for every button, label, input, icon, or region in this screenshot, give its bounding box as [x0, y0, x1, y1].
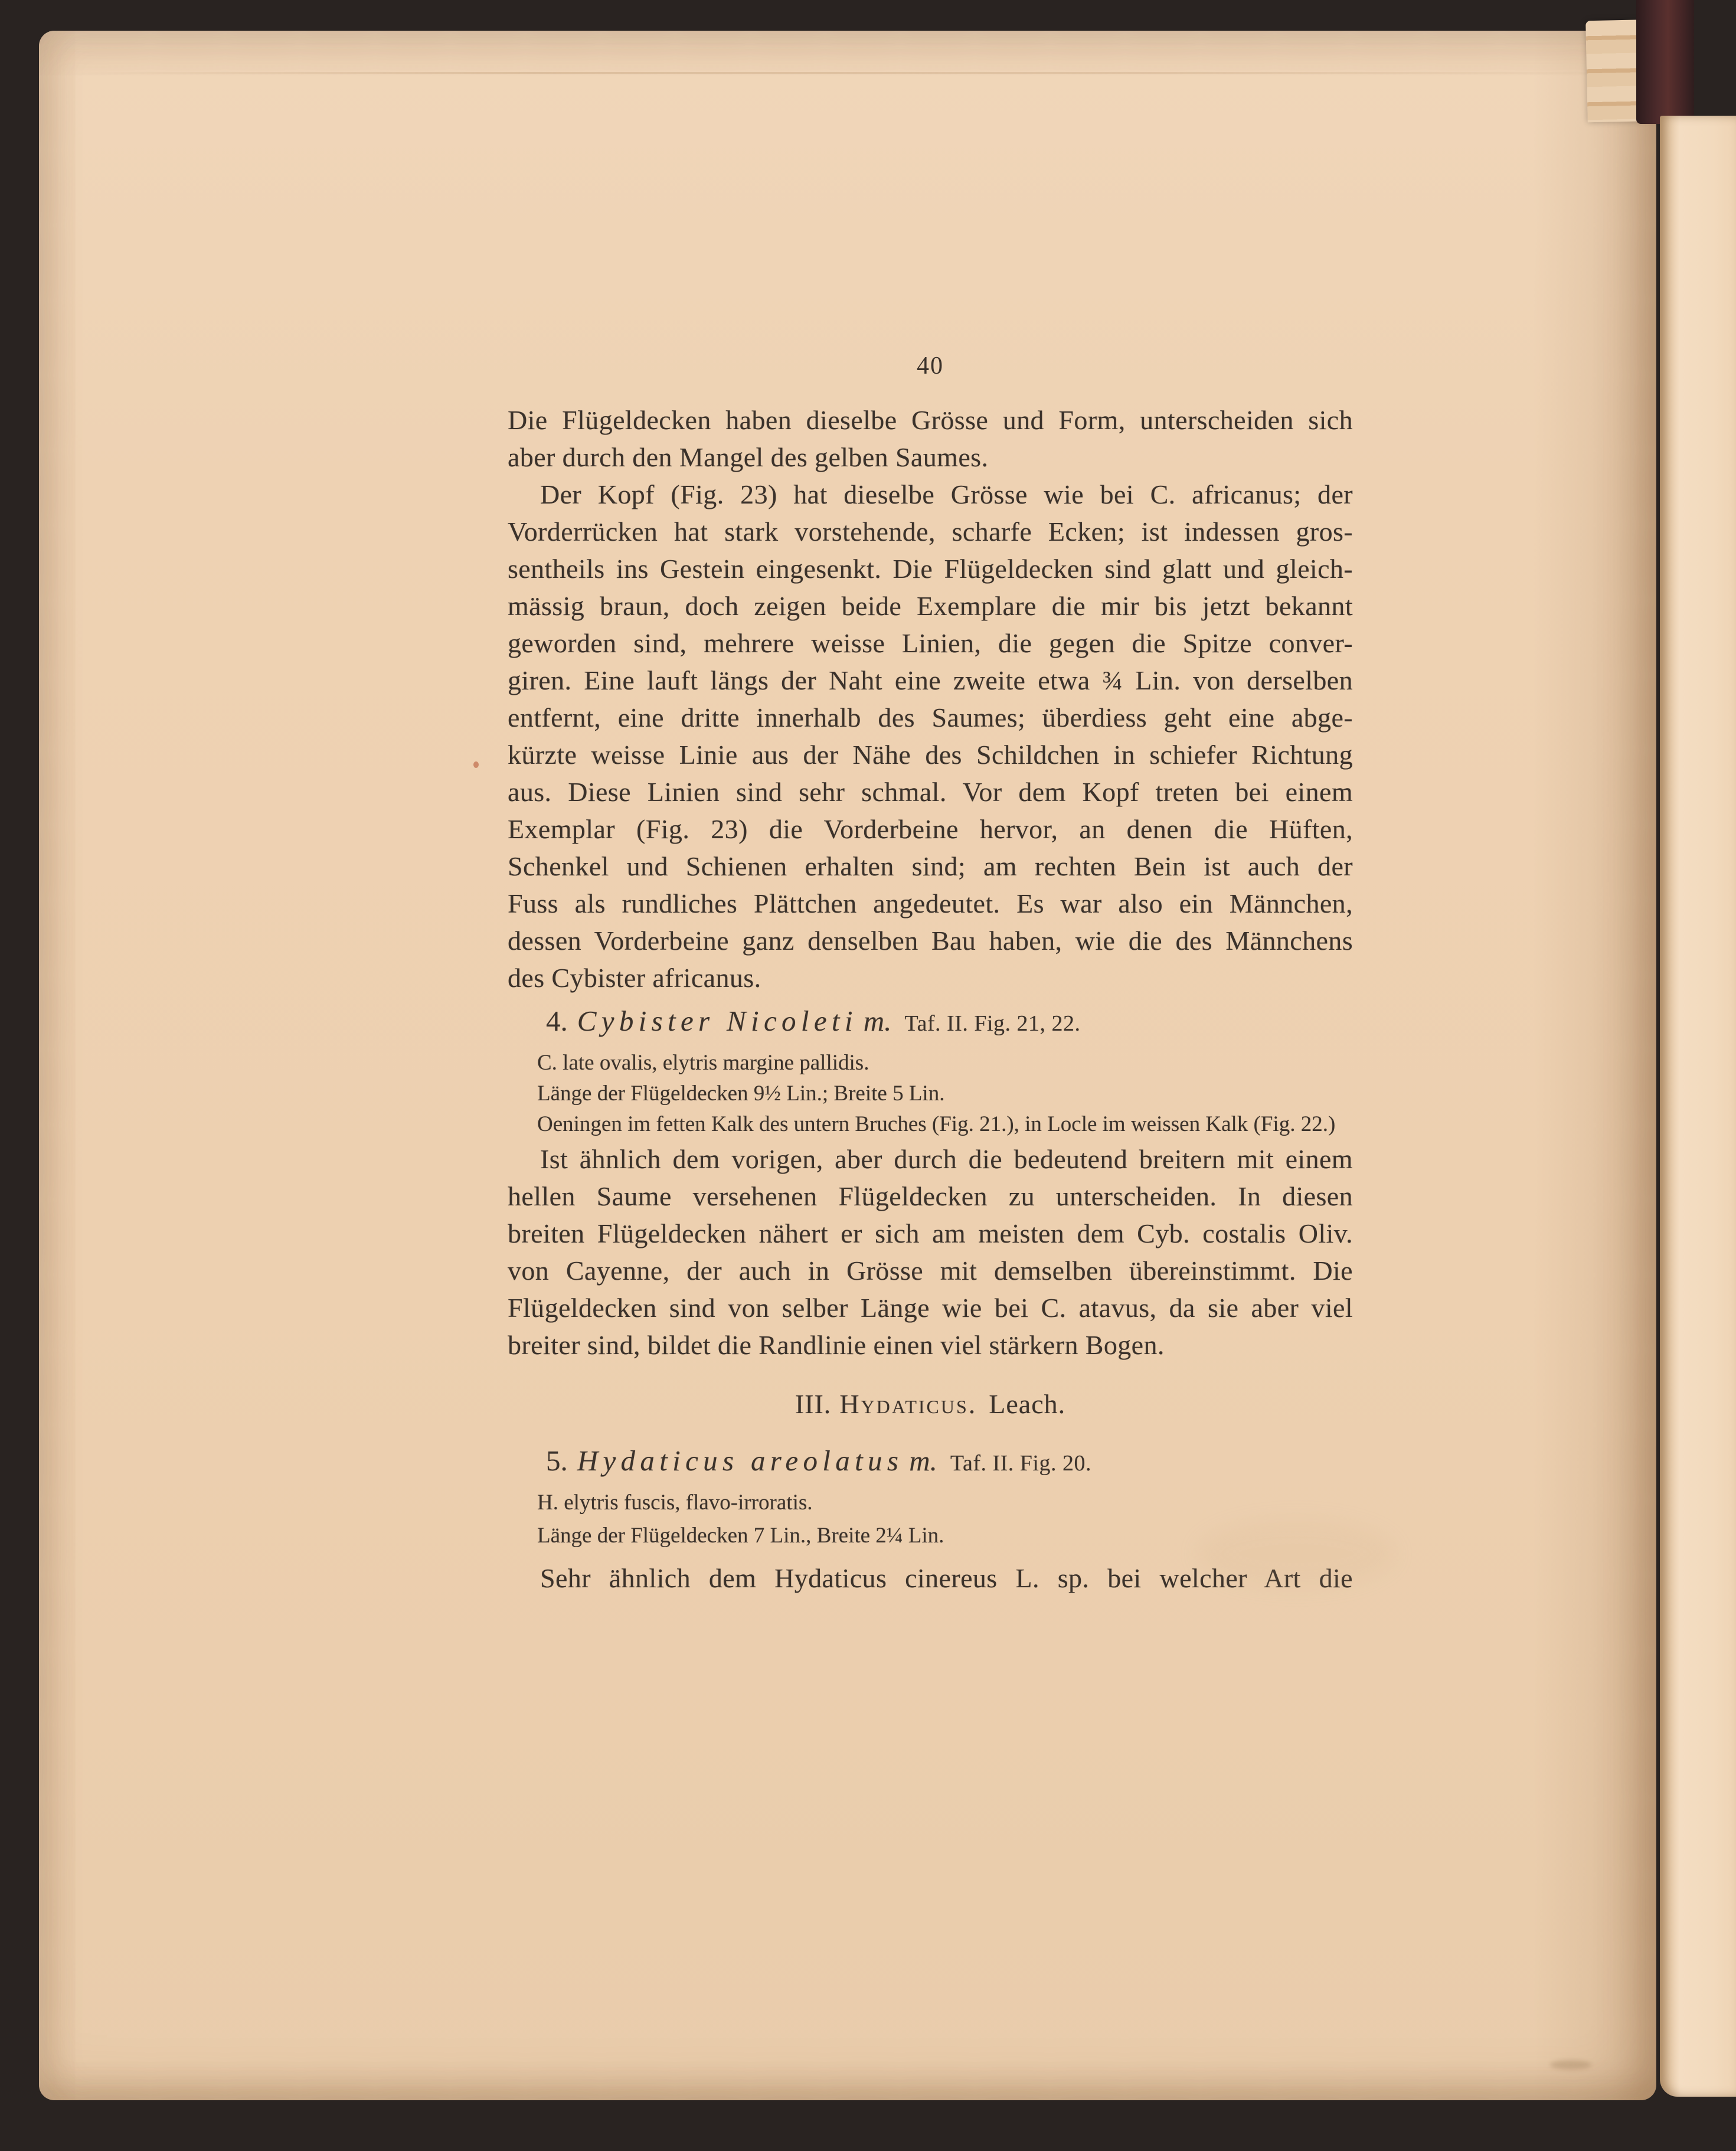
text-line: Exemplar (Fig. 23) die Vorderbeine hervor, an denen die Hüften, [508, 814, 1353, 844]
text-line: Schenkel und Schienen erhalten sind; am rechten Bein ist auch der [508, 851, 1353, 881]
text-line: des Cybister africanus. [508, 963, 761, 993]
genus-numeral: III. [795, 1389, 832, 1419]
plate-reference: Taf. II. Fig. 20. [950, 1451, 1091, 1476]
text-line: mässig braun, doch zeigen beide Exemplare die mir bis jetzt bekannt [508, 591, 1353, 621]
text-line: Fuss als rundliches Plättchen angedeutet. Es war also ein Männchen, [508, 888, 1353, 918]
paper-stain [473, 761, 479, 768]
species-number: 5. [546, 1444, 568, 1477]
text-line: aus. Diese Linien sind sehr schmal. Vor dem Kopf treten bei einem [508, 777, 1353, 807]
book-page [39, 31, 1656, 2100]
text-line: Der Kopf (Fig. 23) hat dieselbe Grösse wie bei C. africanus; der [540, 479, 1353, 509]
text-line: hellen Saume versehenen Flügeldecken zu unterscheiden. In diesen [508, 1181, 1353, 1211]
paper-crease [39, 72, 1656, 74]
diagnosis-line: Länge der Flügeldecken 9½ Lin.; Breite 5 Lin. [537, 1081, 945, 1106]
text-line: aber durch den Mangel des gelben Saumes. [508, 442, 989, 472]
species-name: Hydaticus areolatus [577, 1444, 904, 1477]
genus-name: Hydaticus. [839, 1389, 977, 1419]
paper-stain [1196, 1518, 1397, 1589]
text-line: sentheils ins Gestein eingesenkt. Die Flügeldecken sind glatt und gleich- [508, 554, 1353, 584]
diagnosis-line: H. elytris fuscis, flavo-irroratis. [537, 1490, 813, 1515]
text-line: Flügeldecken sind von selber Länge wie bei C. atavus, da sie aber viel [508, 1293, 1353, 1323]
species-number: 4. [546, 1005, 568, 1037]
diagnosis-line: C. late ovalis, elytris margine pallidis. [537, 1051, 869, 1075]
text-line: giren. Eine lauft längs der Naht eine zweite etwa ¾ Lin. von derselben [508, 665, 1353, 695]
text-line: Ist ähnlich dem vorigen, aber durch die bedeutend breitern mit einem [540, 1144, 1353, 1174]
species-diagnosis [508, 1048, 1382, 1140]
page-number: 40 [917, 352, 944, 380]
text-line: breiten Flügeldecken nähert er sich am meisten dem Cyb. costalis Oliv. [508, 1218, 1353, 1248]
gutter-shadow [1532, 31, 1656, 2100]
genus-author: Leach. [989, 1389, 1066, 1419]
text-line: kürzte weisse Linie aus der Nähe des Schildchen in schiefer Richtung [508, 740, 1353, 770]
plate-reference: Taf. II. Fig. 21, 22. [904, 1011, 1081, 1036]
next-page-edge [1660, 116, 1736, 2097]
species-name: Cybister Nicoleti [577, 1005, 858, 1037]
species-heading-cybister-nicoleti [508, 1003, 1391, 1041]
diagnosis-line: Länge der Flügeldecken 7 Lin., Breite 2¼ Lin. [537, 1524, 944, 1548]
text-line: geworden sind, mehrere weisse Linien, die gegen die Spitze conver- [508, 628, 1353, 658]
paragraph-der-kopf [508, 476, 1353, 996]
text-line: entfernt, eine dritte innerhalb des Saumes; überdiess geht eine abge- [508, 702, 1353, 733]
text-line: dessen Vorderbeine ganz denselben Bau haben, wie die des Männchens [508, 926, 1353, 956]
species-author: m. [863, 1005, 892, 1037]
text-line: Die Flügeldecken haben dieselbe Grösse und Form, unterscheiden sich [508, 405, 1353, 435]
text-line: Sehr ähnlich dem Hydaticus cinereus L. sp. bei welcher Art die [540, 1563, 1353, 1593]
species-heading-hydaticus-areolatus [508, 1443, 1391, 1481]
genus-heading-hydaticus [508, 1388, 1353, 1420]
text-line: von Cayenne, der auch in Grösse mit demselben übereinstimmt. Die [508, 1256, 1353, 1286]
text-line: Vorderrücken hat stark vorstehende, scharfe Ecken; ist indessen gros- [508, 516, 1353, 547]
paragraph-continuation [508, 401, 1353, 476]
paragraph-ist-aehnlich [508, 1140, 1353, 1364]
diagnosis-line: Oeningen im fetten Kalk des untern Bruches (Fig. 21.), in Locle im weissen Kalk (Fig. 22.) [537, 1112, 1336, 1136]
binding-spine [1636, 0, 1694, 124]
species-author: m. [909, 1444, 937, 1477]
text-line: breiter sind, bildet die Randlinie einen viel stärkern Bogen. [508, 1330, 1165, 1360]
